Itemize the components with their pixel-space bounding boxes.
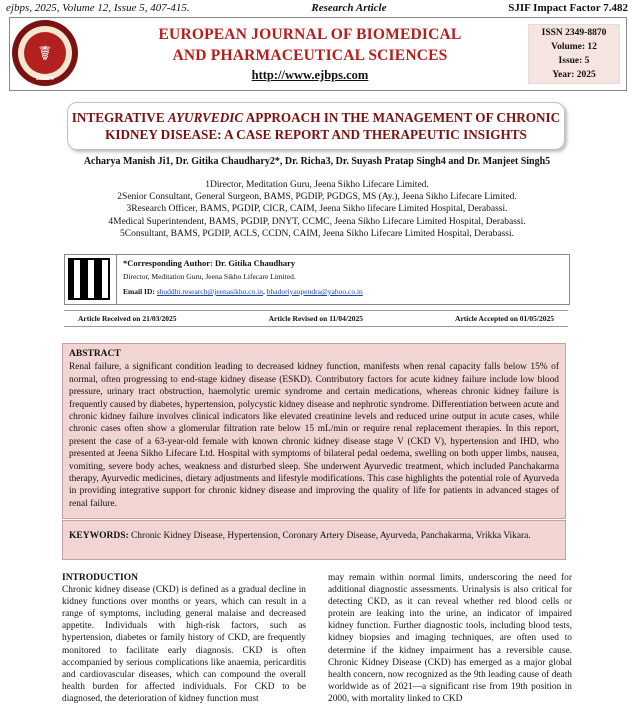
email-line: Email ID: shuddhi.research@jeenasikho.co.in, bhadoriyaupendra@yahoo.co.in xyxy=(123,287,363,296)
citation: ejbps, 2025, Volume 12, Issue 5, 407-415. xyxy=(6,2,190,14)
author-list: Acharya Manish Ji1, Dr. Gitika Chaudhary2*, Dr. Richa3, Dr. Suyash Pratap Singh4 and Dr. Manjeet Singh5 xyxy=(83,156,551,167)
issn-box: ISSN 2349-8870 Volume: 12 Issue: 5 Year: 2025 xyxy=(528,24,620,84)
section-heading: INTRODUCTION xyxy=(62,573,139,583)
author-role: Director, Meditation Guru, Jeena Sikho Lifecare Limited. xyxy=(123,272,296,281)
journal-logo-icon: ☤ EJBPS xyxy=(12,20,78,86)
body-column-right xyxy=(328,572,572,705)
abstract-box xyxy=(62,343,566,519)
corresponding-author: *Corresponding Author: Dr. Gitika Chaudhary xyxy=(123,258,296,268)
body-column-left xyxy=(62,572,306,705)
affiliation: 2Senior Consultant, General Surgeon, BAMS, PGDIP, PGDGS, MS (Ay.), Jeena Sikho Lifecare Limited. xyxy=(117,192,517,203)
keywords-label: KEYWORDS: xyxy=(69,531,129,541)
body-text-left: Chronic kidney disease (CKD) is defined as a gradual decline in kidney functions over months or years, which can result in a range of symptoms, including general malaise and decreased appetite. Individuals with high-risk factors, such as hypertension, diabetes or family history of CKD, are frequently monitored to facilitate early diagnosis. CKD is often accompanied by serious complications like anaemia, pericarditis and cardiovascular diseases, which can compound the overall health burden for affected individuals. For CKD to be diagnosed, the deterioration of kidney function must xyxy=(62,585,306,704)
body-text-right: may remain within normal limits, underscoring the need for additional diagnostic assessments. Urinalysis is also critical for detecting CKD, as it can reveal whether red blood cells or protein are leaking into the urine, an indicator of impaired kidney function. Further diagnostic tools, including blood tests, kidney biopsies and imaging techniques, are often used to determine if the kidney impairment has a reversible cause. Chronic Kidney Disease (CKD) has emerged as a major global health concern, now recognized as the 9th leading cause of death worldwide as of 2021—a significant rise from 19th position in 2000, with mortality linked to CKD xyxy=(328,573,572,704)
qr-code-icon xyxy=(68,258,110,300)
impact-factor: SJIF Impact Factor 7.482 xyxy=(508,2,628,14)
logo-label: EJBPS xyxy=(35,76,54,82)
article-title: INTEGRATIVE AYURVEDIC APPROACH IN THE MANAGEMENT OF CHRONIC KIDNEY DISEASE: A CASE REPORT AND THERAPEUTIC INSIGHTS xyxy=(67,102,565,150)
journal-header xyxy=(9,17,627,91)
affiliation: 3Research Officer, BAMS, PGDIP, CICR, CAIM, Jeena Sikho lifecare Limited Hospital, Derabassi. xyxy=(126,204,508,215)
affiliations xyxy=(0,179,634,240)
abstract-text: Renal failure, a significant condition leading to decreased kidney function, manifests when renal capacity falls below 15% of normal, often progressing to end-stage kidney disease (ESKD). Contributory factors for acute kidney failure include low blood pressure, urinary tract obstruction, haemolytic uremic syndrome and certain medications, whereas chronic kidney failure is frequently caused by diabetes, hypertension, polycystic kidney disease and nephrotic syndrome. Differentiation between acute and chronic kidney failure involves clinical indicators like elevated creatinine levels and reduced urine output in acute cases, while chronic cases often show a glomerular filtration rate below 15 mL/min or require renal replacement therapies. In this report, present the case of a 63-year-old female with known chronic kidney disease stage V (CKD V), hypertension and IHD, who presented at Jeena Sikho Lifecare Ltd. Hospital with symptoms of bilateral pedal oedema, swelling on both upper limbs, nausea, vomiting, severe body aches, weakness and disturbed sleep. She underwent Ayurvedic treatment, which included Panchakarma therapy, Ayurvedic medicines, dietary adjustments and lifestyle modifications. This case highlights the potential role of Ayurveda in providing integrative support for chronic kidney disease and improving the quality of life for patients in advanced stages of renal failure. xyxy=(69,362,559,509)
running-header xyxy=(6,0,628,16)
affiliation: 1Director, Meditation Guru, Jeena Sikho Lifecare Limited. xyxy=(205,180,429,190)
article-dates xyxy=(64,310,568,327)
abstract-heading: ABSTRACT xyxy=(69,349,121,359)
affiliation: 4Medical Superintendent, BAMS, PGDIP, DNYT, CCMC, Jeena Sikho Lifecare Limited Hospital, Derabassi. xyxy=(108,216,526,227)
journal-title: EUROPEAN JOURNAL OF BIOMEDICAL AND PHARMACEUTICAL SCIENCES xyxy=(158,26,462,64)
email-link-2[interactable]: bhadoriyaupendra@yahoo.co.in xyxy=(266,287,363,296)
revised-date: Article Revised on 11/04/2025 xyxy=(268,314,363,323)
email-link-1[interactable]: shuddhi.research@jeenasikho.co.in xyxy=(156,287,263,296)
affiliation: 5Consultant, BAMS, PGDIP, ACLS, CCDN, CAIM, Jeena Sikho Lifecare Limited Hospital, Derabassi. xyxy=(120,228,514,239)
accepted-date: Article Accepted on 01/05/2025 xyxy=(455,314,554,323)
keywords-box xyxy=(62,520,566,560)
received-date: Article Received on 21/03/2025 xyxy=(78,314,177,323)
corresponding-author-box xyxy=(64,254,570,305)
article-type: Research Article xyxy=(311,2,387,14)
journal-url-link[interactable]: http://www.ejbps.com xyxy=(251,68,369,82)
keywords-text: Chronic Kidney Disease, Hypertension, Coronary Artery Disease, Ayurveda, Panchakarma, Vrikka Vikara. xyxy=(128,531,531,541)
